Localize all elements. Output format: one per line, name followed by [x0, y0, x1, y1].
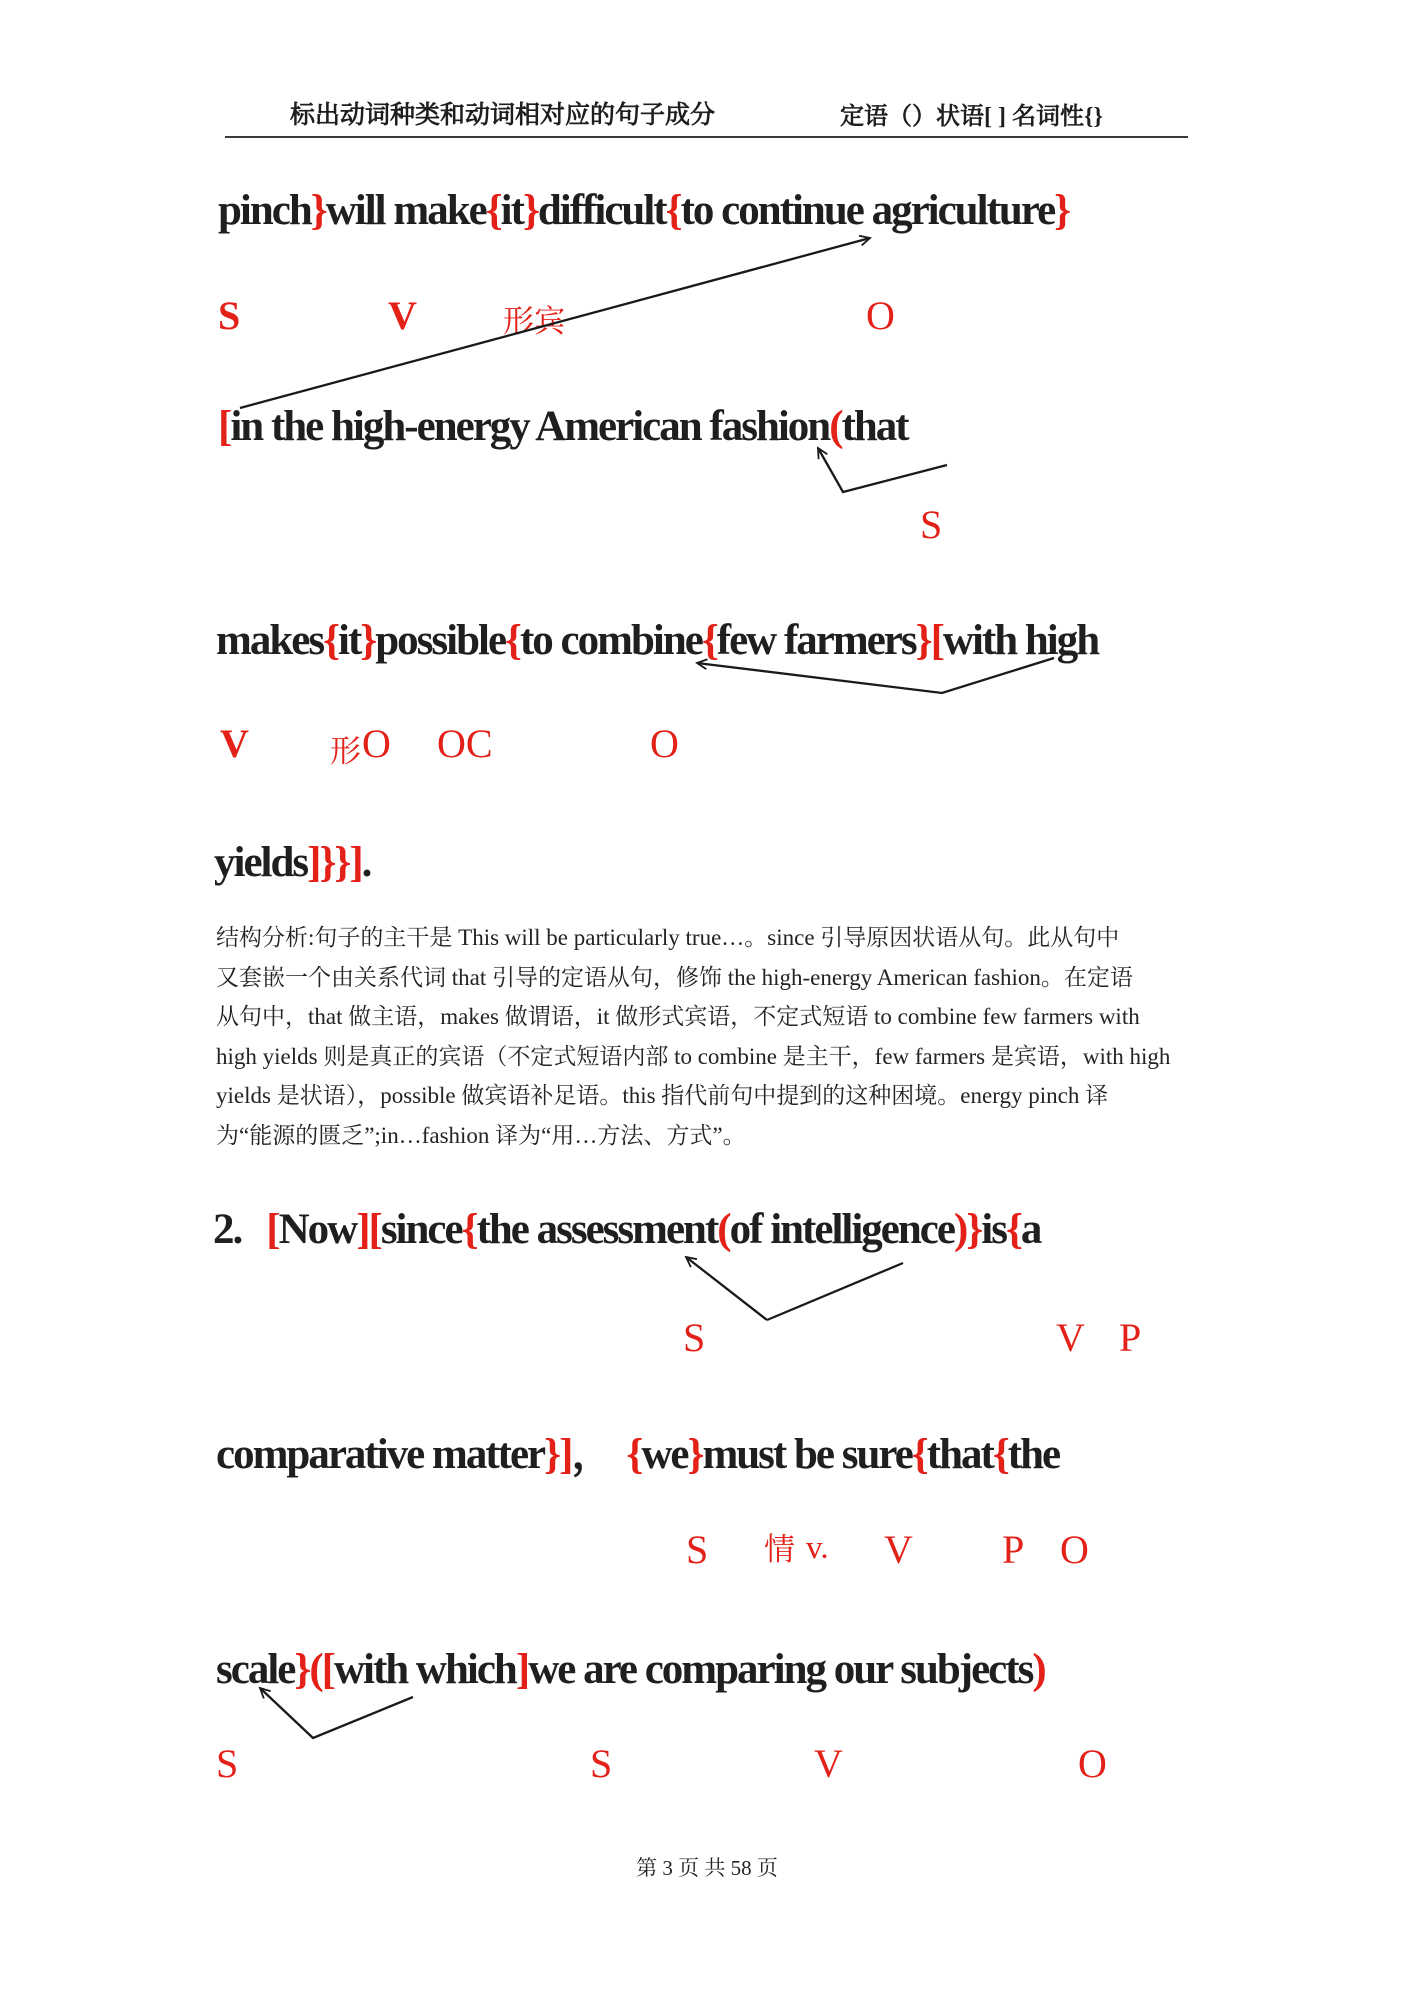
bracket-mark: (: [717, 1206, 730, 1253]
bracket-mark: [: [218, 403, 231, 450]
annotation-arrow: [260, 1688, 413, 1738]
sentence-text: makes: [216, 617, 324, 664]
grammar-label: S: [218, 293, 241, 338]
bracket-mark: }: [310, 187, 326, 234]
sentence-text: comparative matter: [216, 1431, 545, 1478]
bracket-mark: }: [294, 1646, 310, 1693]
bracket-mark: ][: [356, 1206, 381, 1253]
grammar-label: O: [650, 721, 679, 766]
bracket-mark: {: [911, 1431, 927, 1478]
bracket-mark: [: [266, 1206, 279, 1253]
sentence-text: must be sure: [702, 1431, 912, 1478]
annotation-arrow: [767, 1263, 903, 1320]
sentence-line: [216, 1645, 1045, 1694]
grammar-label: P: [1002, 1527, 1025, 1572]
bracket-mark: {: [485, 187, 501, 234]
grammar-label: S: [216, 1741, 239, 1786]
bracket-mark: {: [701, 617, 717, 664]
annotation-arrow: [686, 1257, 767, 1320]
sentence-text: that: [926, 1431, 993, 1478]
grammar-label: v.: [806, 1530, 829, 1566]
grammar-label: V: [1056, 1315, 1085, 1360]
grammar-label: S: [686, 1527, 709, 1572]
analysis-line: high yields 则是真正的宾语（不定式短语内部 to combine 是主干，few farmers 是宾语，with high: [216, 1043, 1171, 1069]
analysis-line: 为“能源的匮乏”;in…fashion 译为“用…方法、方式”。: [216, 1122, 746, 1148]
bracket-mark: }]: [544, 1431, 572, 1478]
grammar-label: S: [683, 1315, 706, 1360]
bracket-mark: }: [915, 617, 931, 664]
bracket-mark: ([: [309, 1646, 334, 1693]
sentence-line: [216, 616, 1098, 665]
grammar-label: V: [884, 1527, 913, 1572]
grammar-label: 形宾: [503, 304, 565, 339]
grammar-label: V: [814, 1741, 843, 1786]
grammar-label: 形: [330, 734, 361, 769]
sentence-text: few farmers: [716, 617, 916, 664]
grammar-label: O: [362, 721, 391, 766]
analysis-line: 又套嵌一个由关系代词 that 引导的定语从句，修饰 the high-energy American fashion。在定语: [216, 964, 1133, 990]
analysis-line: yields 是状语），possible 做宾语补足语。this 指代前句中提到的这种困境。energy pinch 译: [216, 1083, 1109, 1108]
sentence-line: [216, 1420, 1059, 1481]
page-number: 第 3 页 共 58 页: [636, 1856, 778, 1880]
bracket-mark: ]}}]: [307, 839, 362, 886]
analysis-line: 结构分析:句子的主干是 This will be particularly true…。since 引导原因状语从句。此从句中: [216, 925, 1120, 950]
bracket-mark: {: [505, 617, 520, 664]
grammar-label: 情: [764, 1532, 795, 1567]
sentence-text: the: [1007, 1431, 1060, 1478]
bracket-mark: {: [461, 1206, 477, 1253]
sentence-text: possible: [375, 617, 506, 664]
grammar-label: V: [220, 721, 249, 766]
sentence-text: will make: [325, 187, 486, 234]
sentence-text: scale: [216, 1646, 295, 1693]
sentence-text: ，: [571, 1431, 613, 1478]
sentence-text: it: [500, 187, 523, 234]
bracket-mark: }: [522, 187, 538, 234]
bracket-mark: {: [992, 1431, 1008, 1478]
header-left-title: 标出动词种类和动词相对应的句子成分: [290, 102, 716, 129]
sentence-line: [214, 838, 370, 887]
sentence-line: [218, 186, 1069, 235]
sentence-text: with which: [333, 1646, 516, 1693]
bracket-mark: {: [1005, 1206, 1021, 1253]
bracket-mark: {: [323, 617, 339, 664]
sentence-text: to combine: [519, 617, 702, 664]
sentence-line: [218, 402, 908, 451]
bracket-mark: ): [1032, 1646, 1045, 1693]
sentence-line: [213, 1205, 1040, 1254]
sentence-text: of intelligence: [729, 1206, 954, 1253]
grammar-label: OC: [437, 721, 493, 766]
sentence-text: we: [641, 1431, 688, 1478]
sentence-text: in the high-energy American fashion: [230, 403, 830, 450]
sentence-text: we are comparing our subjects: [528, 1646, 1033, 1693]
sentence-text: 2.: [213, 1206, 242, 1253]
grammar-label: O: [1078, 1741, 1107, 1786]
structure-analysis-paragraph: [216, 918, 1196, 1155]
annotation-arrow: [818, 448, 947, 492]
grammar-label: S: [920, 502, 943, 547]
grammar-label: O: [1060, 1527, 1089, 1572]
sentence-text: pinch: [218, 187, 311, 234]
bracket-mark: ]: [515, 1646, 529, 1693]
sentence-text: that: [841, 403, 908, 450]
sentence-text: with high: [942, 617, 1099, 664]
bracket-mark: }: [687, 1431, 703, 1478]
header-rule: [225, 136, 1188, 138]
bracket-mark: {: [665, 187, 681, 234]
sentence-text: a: [1020, 1206, 1041, 1253]
grammar-label: S: [590, 1741, 613, 1786]
sentence-text: to continue agriculture: [680, 187, 1055, 234]
header-bracket-legend: 定语（）状语[ ] 名词性{}: [840, 104, 1103, 130]
sentence-text: since: [380, 1206, 462, 1253]
bracket-mark: [: [930, 617, 943, 664]
bracket-mark: }: [360, 617, 376, 664]
sentence-text: .: [361, 839, 371, 886]
grammar-label: P: [1119, 1315, 1142, 1360]
bracket-mark: }: [1054, 187, 1070, 234]
bracket-mark: )}: [953, 1206, 982, 1253]
grammar-label: O: [866, 293, 895, 338]
sentence-text: the assessment: [476, 1206, 718, 1253]
sentence-text: is: [981, 1206, 1006, 1253]
bracket-mark: {: [626, 1431, 642, 1478]
bracket-mark: (: [829, 403, 842, 450]
sentence-text: Now: [278, 1206, 357, 1253]
sentence-text: difficult: [537, 187, 666, 234]
grammar-label: V: [388, 293, 417, 338]
analysis-line: 从句中，that 做主语，makes 做谓语，it 做形式宾语，不定式短语 to combine few farmers with: [216, 1004, 1140, 1029]
sentence-text: it: [338, 617, 361, 664]
sentence-text: yields: [214, 839, 308, 886]
